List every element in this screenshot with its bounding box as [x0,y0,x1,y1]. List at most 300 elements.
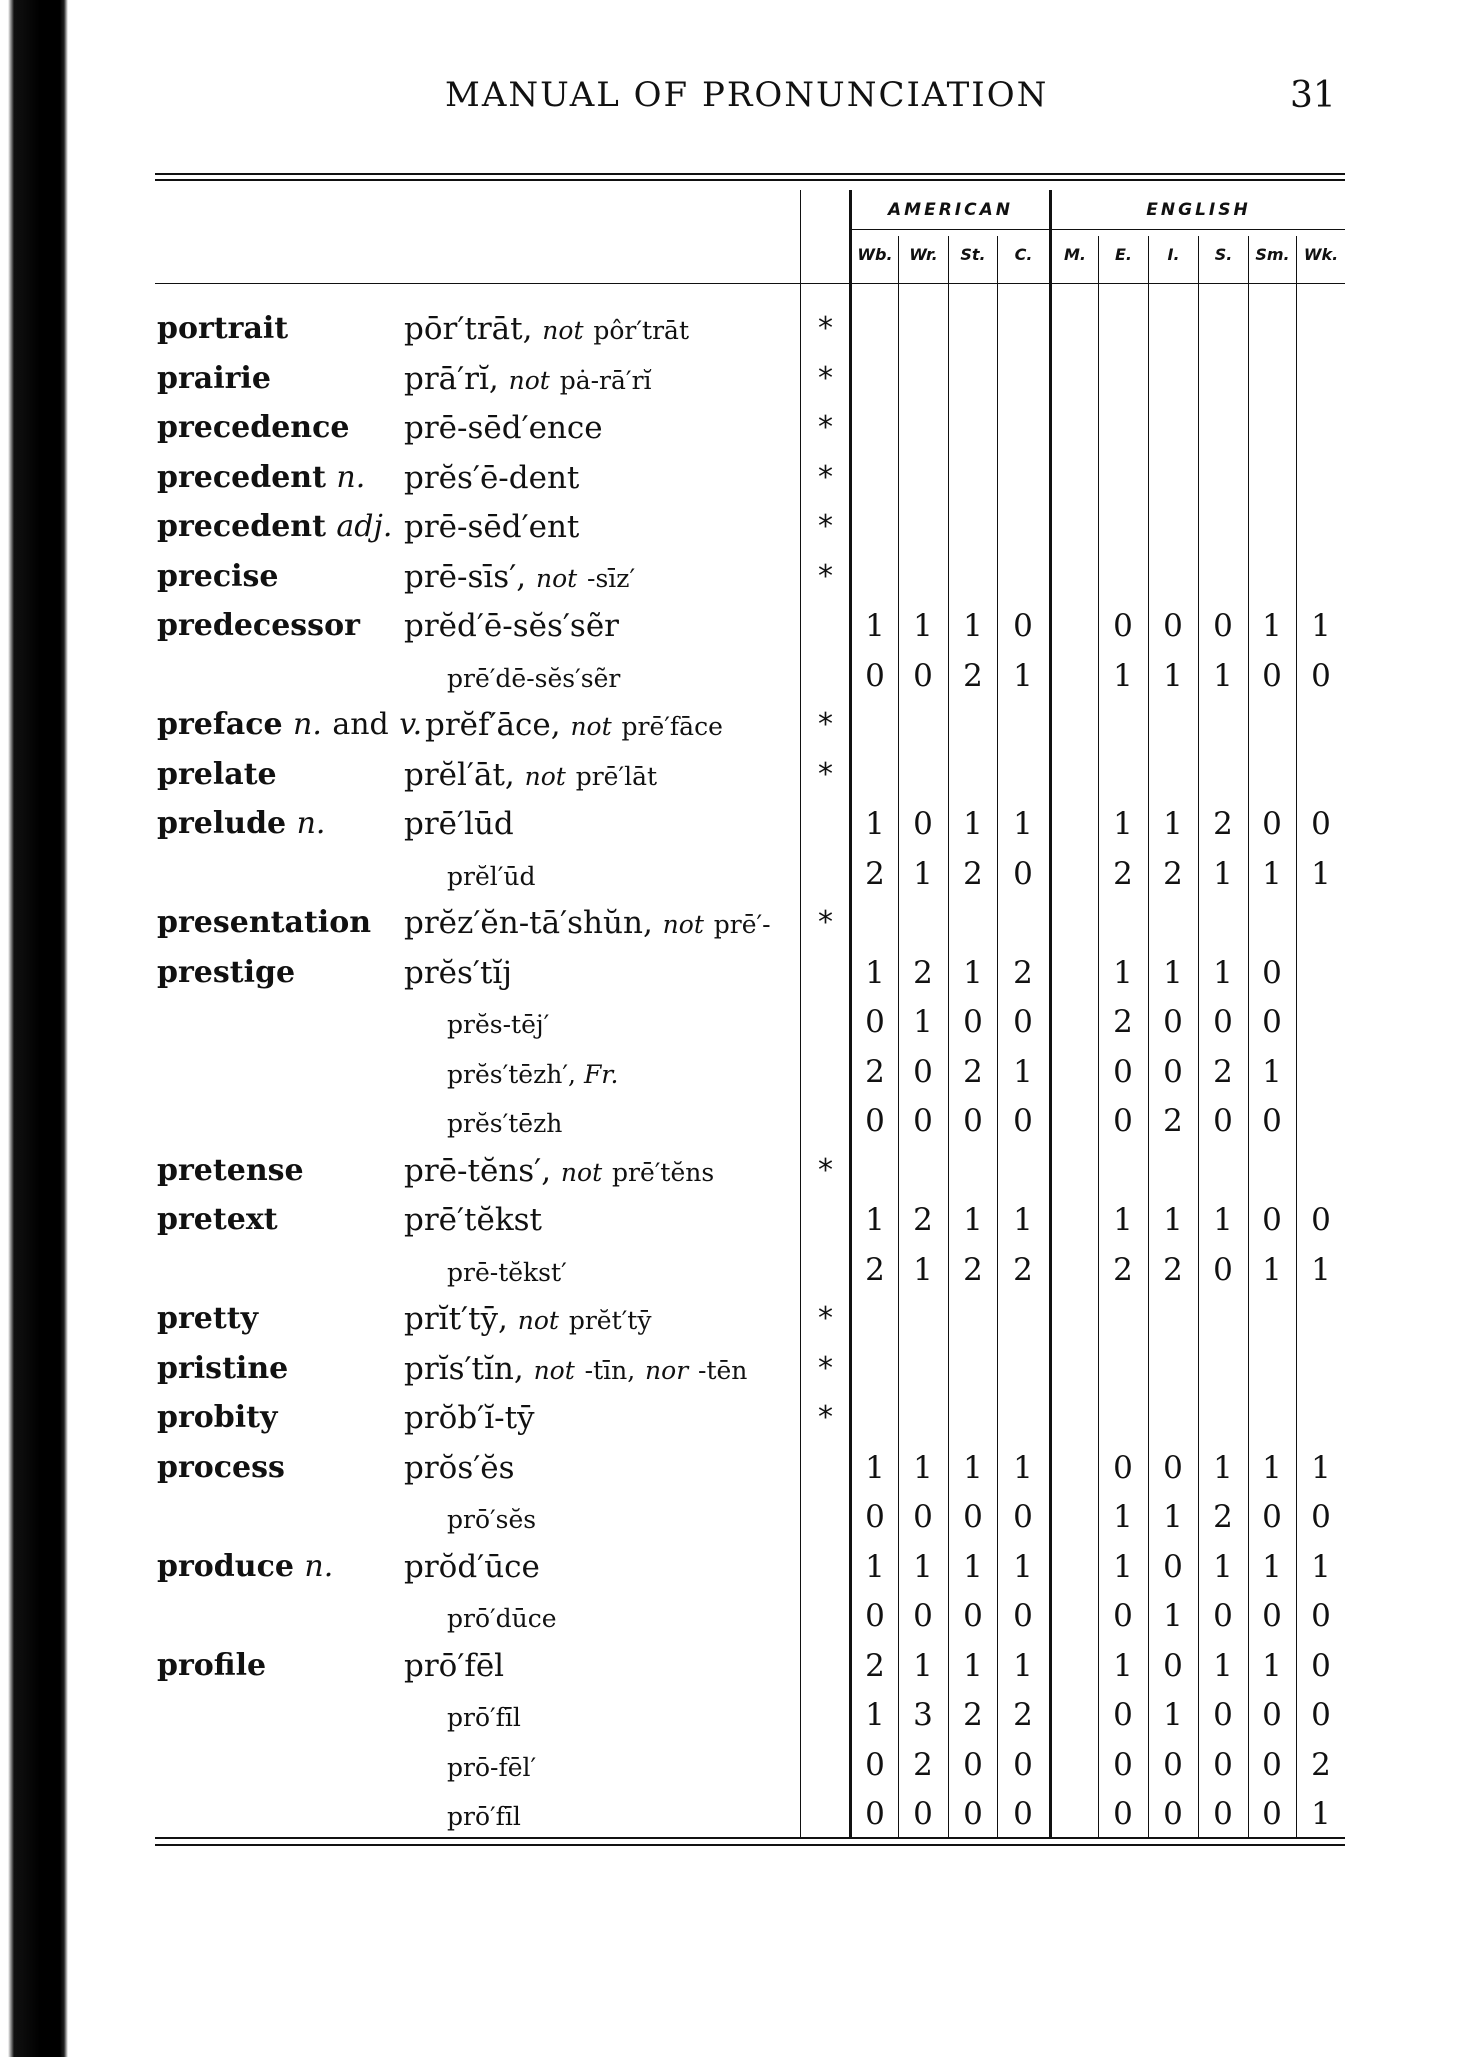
pronunciation [447,1703,521,1732]
english-count-cell: 2 [1113,1004,1133,1040]
headword-text: precedence [157,410,350,445]
english-count-cell: 0 [1213,1796,1233,1832]
part-of-speech: n. [293,707,322,742]
english-count-cell: 1 [1262,856,1282,892]
group-label-english: ENGLISH [1146,200,1251,220]
pronunciation-note: not [560,1158,603,1187]
english-count-cell: 0 [1113,1103,1133,1139]
american-count-cell: 0 [1013,1747,1033,1783]
source-label-wr: Wr. [909,245,938,264]
american-count-cell: 2 [1013,1252,1033,1288]
pronunciation [404,410,603,446]
english-count-cell: 0 [1163,1054,1183,1090]
english-count-cell: 0 [1262,1202,1282,1238]
english-count-cell: 0 [1311,1598,1331,1634]
pronunciation-main: prō-fēl′ [447,1753,537,1782]
pronunciation-main: prē-sēd′ent [404,509,580,545]
pronunciation-note: not [517,1306,559,1335]
american-count-cell: 1 [913,1252,933,1288]
pronunciation-main: prĕl′ūd [447,862,536,891]
american-count-cell: 1 [913,856,933,892]
table-row [0,307,1470,357]
english-count-cell: 0 [1262,955,1282,991]
headword-text: pretext [157,1202,278,1237]
pronunciation-alternative: prĕt′tȳ [568,1306,652,1335]
pronunciation [404,1301,651,1337]
english-count-cell: 0 [1113,1747,1133,1783]
pronunciation-main: prĕz′ĕn-tā′shŭn, [404,905,653,941]
headword-text: predecessor [157,608,360,643]
headword-text: pretense [157,1153,304,1188]
pronunciation [404,1648,504,1684]
pronunciation-main: prĕl′āt, [404,757,515,793]
american-count-cell: 1 [1013,1648,1033,1684]
source-label-wb: Wb. [857,245,893,264]
pronunciation-main: prĕs′tĭj [404,955,512,991]
american-count-cell: 1 [913,608,933,644]
preferred-mark: * [818,707,833,742]
preferred-mark: * [818,1400,833,1435]
english-count-cell: 0 [1213,1004,1233,1040]
american-count-cell: 2 [865,1054,885,1090]
american-count-cell: 0 [913,1054,933,1090]
headword-text: pretty [157,1301,259,1336]
english-count-cell: 0 [1213,1747,1233,1783]
english-count-cell: 0 [1113,1450,1133,1486]
headword [157,1648,266,1683]
part-of-speech: n. [304,1549,334,1584]
pronunciation-main: prĕs′ē-dent [404,460,580,496]
english-count-cell: 2 [1163,1252,1183,1288]
pronunciation [447,1060,618,1089]
preferred-mark: * [818,1351,833,1386]
american-count-cell: 1 [1013,806,1033,842]
american-count-cell: 0 [1013,608,1033,644]
pronunciation-note: not [535,564,578,593]
english-count-cell: 1 [1311,1796,1331,1832]
pronunciation [404,1153,714,1189]
american-count-cell: 0 [865,1103,885,1139]
pronunciation-main: prō′dūce [447,1604,557,1633]
american-count-cell: 1 [913,1004,933,1040]
table-row [0,654,1470,704]
english-count-cell: 1 [1311,856,1331,892]
header-bottom-rule [155,283,1345,284]
american-count-cell: 2 [865,856,885,892]
american-count-cell: 1 [865,806,885,842]
american-count-cell: 1 [1013,1450,1033,1486]
american-count-cell: 0 [865,1747,885,1783]
american-count-cell: 0 [963,1004,983,1040]
english-count-cell: 0 [1262,1499,1282,1535]
table-top-rule [155,173,1345,175]
pronunciation [447,1010,549,1039]
american-count-cell: 1 [1013,1549,1033,1585]
english-count-cell: 0 [1262,1747,1282,1783]
table-row [0,1149,1470,1199]
english-count-cell: 0 [1311,1202,1331,1238]
pronunciation-main: prē-tĕns′, [404,1153,552,1189]
english-count-cell: 1 [1213,1450,1233,1486]
english-count-cell: 1 [1262,1549,1282,1585]
american-count-cell: 0 [865,1004,885,1040]
english-count-cell: 1 [1113,1648,1133,1684]
source-label-s: S. [1214,245,1233,264]
source-label-m: M. [1064,245,1086,264]
pronunciation-main: prā′rĭ, [404,361,499,397]
english-count-cell: 0 [1311,1697,1331,1733]
english-count-cell: 1 [1163,1697,1183,1733]
pronunciation [404,757,657,793]
american-count-cell: 0 [865,658,885,694]
table-row [0,1297,1470,1347]
english-count-cell: 2 [1213,1054,1233,1090]
american-count-cell: 1 [963,955,983,991]
english-count-cell: 1 [1163,806,1183,842]
preferred-mark: * [818,410,833,445]
english-count-cell: 0 [1311,1648,1331,1684]
pronunciation-alternative: prē′- [713,910,771,939]
pronunciation [425,707,723,743]
english-count-cell: 0 [1262,1796,1282,1832]
american-count-cell: 3 [913,1697,933,1733]
american-count-cell: 1 [1013,1054,1033,1090]
english-count-cell: 0 [1163,608,1183,644]
part-of-speech: n. [296,806,326,841]
american-count-cell: 0 [865,1499,885,1535]
english-count-cell: 0 [1163,1648,1183,1684]
pronunciation-main: prō′fīl [447,1802,521,1831]
pronunciation [404,1202,542,1238]
english-count-cell: 0 [1113,1697,1133,1733]
american-count-cell: 0 [865,1598,885,1634]
preferred-mark: * [818,1301,833,1336]
american-count-cell: 2 [913,1747,933,1783]
english-count-cell: 0 [1262,1103,1282,1139]
english-count-cell: 0 [1262,1598,1282,1634]
headword-text: preface [157,707,283,742]
headword [157,311,288,346]
english-count-cell: 0 [1113,1796,1133,1832]
table-row [0,753,1470,803]
american-count-cell: 1 [913,1549,933,1585]
table-row [0,505,1470,555]
english-count-cell: 2 [1113,856,1133,892]
american-count-cell: 2 [865,1252,885,1288]
pronunciation-main: prō′fēl [404,1648,505,1684]
headword [157,955,295,990]
american-count-cell: 0 [963,1103,983,1139]
english-count-cell: 0 [1113,1598,1133,1634]
table-row [0,604,1470,654]
pronunciation-note: Fr. [583,1060,619,1089]
pronunciation [447,1753,536,1782]
english-count-cell: 1 [1213,1549,1233,1585]
pronunciation-alternative: prē′fāce [621,712,723,741]
table-row [0,1248,1470,1298]
headword [157,460,365,495]
american-count-cell: 0 [913,658,933,694]
table-row [0,703,1470,753]
english-count-cell: 0 [1163,1796,1183,1832]
headword [157,806,325,841]
pronunciation-alternative: prē′tĕns [611,1158,715,1187]
american-count-cell: 1 [865,1450,885,1486]
part-of-speech: n. [336,460,366,495]
american-count-cell: 0 [913,1103,933,1139]
table-row [0,1198,1470,1248]
american-count-cell: 2 [1013,1697,1033,1733]
pronunciation-note: not [542,316,584,345]
headword-text: prairie [157,361,271,396]
english-count-cell: 0 [1311,658,1331,694]
table-row [0,1594,1470,1644]
american-count-cell: 2 [865,1648,885,1684]
american-count-cell: 0 [913,806,933,842]
english-count-cell: 1 [1262,1648,1282,1684]
headword-text: process [157,1450,285,1485]
table-row [0,1545,1470,1595]
pronunciation [404,1400,535,1436]
pronunciation-alternative: prē′lāt [575,762,658,791]
headword [157,361,271,396]
headword-text: pristine [157,1351,289,1386]
american-count-cell: 2 [913,955,933,991]
pronunciation-alternative: -tīn, [584,1356,636,1385]
pronunciation [447,1258,567,1287]
english-count-cell: 1 [1113,1499,1133,1535]
english-count-cell: 2 [1213,806,1233,842]
pronunciation [404,608,619,644]
headword-text: prelate [157,757,277,792]
pronunciation-main: prĭs′tĭn, [404,1351,524,1387]
page-number: 31 [1290,75,1336,116]
headword [157,707,422,742]
group-label-american: AMERICAN [888,200,1013,220]
headword [157,1450,285,1485]
american-count-cell: 1 [865,955,885,991]
american-count-cell: 0 [1013,1598,1033,1634]
american-count-cell: 1 [963,806,983,842]
american-count-cell: 1 [963,1648,983,1684]
english-count-cell: 0 [1213,1598,1233,1634]
table-row [0,852,1470,902]
american-count-cell: 1 [865,1549,885,1585]
pronunciation-alternative: pȧ-rā′rĭ [559,366,652,395]
pronunciation-main: prĕf′āce, [425,707,561,743]
pronunciation [404,509,579,545]
part-of-speech: v. [399,707,423,742]
english-count-cell: 1 [1213,658,1233,694]
american-count-cell: 1 [963,608,983,644]
american-count-cell: 2 [963,658,983,694]
table-row [0,1396,1470,1446]
pronunciation-main: prŏs′ĕs [404,1450,515,1486]
pronunciation-main: prē′tĕkst [404,1202,543,1238]
conjunction: and [332,707,389,742]
american-count-cell: 0 [1013,1796,1033,1832]
preferred-mark: * [818,559,833,594]
headword [157,1202,278,1237]
english-count-cell: 1 [1113,658,1133,694]
pronunciation [404,1549,540,1585]
table-row [0,1446,1470,1496]
running-title: MANUAL OF PRONUNCIATION [445,75,1049,115]
source-label-i: I. [1167,245,1180,264]
pronunciation [404,460,579,496]
english-count-cell: 1 [1163,1598,1183,1634]
english-count-cell: 1 [1262,608,1282,644]
english-count-cell: 1 [1163,1499,1183,1535]
source-label-wk: Wk. [1303,245,1339,264]
preferred-mark: * [818,361,833,396]
english-count-cell: 0 [1163,1549,1183,1585]
part-of-speech: adj. [336,509,393,544]
headword-text: precise [157,559,279,594]
table-row [0,406,1470,456]
table-row [0,555,1470,605]
english-count-cell: 1 [1113,1549,1133,1585]
headword [157,608,360,643]
american-count-cell: 0 [913,1499,933,1535]
english-count-cell: 1 [1213,856,1233,892]
table-row [0,1050,1470,1100]
pronunciation-main: prĕs′tēzh [447,1109,563,1138]
pronunciation-main: prē′dē-sĕs′sẽr [447,664,621,693]
english-count-cell: 0 [1113,608,1133,644]
american-count-cell: 0 [963,1747,983,1783]
english-count-cell: 0 [1213,1252,1233,1288]
pronunciation-main: pōr′trāt, [404,311,533,347]
source-label-sm: Sm. [1255,245,1290,264]
preferred-mark: * [818,460,833,495]
pronunciation [404,559,635,595]
table-row [0,1644,1470,1694]
pronunciation-main: prŏd′ūce [404,1549,540,1585]
pronunciation-main: prē-sēd′ence [404,410,603,446]
pronunciation-main: prŏb′ĭ-tȳ [404,1400,535,1436]
american-count-cell: 1 [963,1450,983,1486]
american-count-cell: 1 [1013,658,1033,694]
headword-text: precedent [157,460,326,495]
pronunciation-note: not [570,712,612,741]
table-bottom-rule [155,1844,1345,1846]
american-count-cell: 1 [963,1549,983,1585]
american-count-cell: 0 [1013,1103,1033,1139]
english-count-cell: 0 [1213,608,1233,644]
english-count-cell: 1 [1163,1202,1183,1238]
table-row [0,1495,1470,1545]
english-count-cell: 0 [1213,1103,1233,1139]
pronunciation [447,1802,521,1831]
table-top-rule [155,179,1345,181]
pronunciation [447,664,620,693]
american-count-cell: 0 [865,1796,885,1832]
table-row [0,1000,1470,1050]
english-count-cell: 0 [1163,1747,1183,1783]
pronunciation-alternative: pôr′trāt [593,316,689,345]
page-header [0,75,1470,125]
pronunciation-alternative: -tēn [698,1356,748,1385]
preferred-mark: * [818,757,833,792]
english-count-cell: 2 [1311,1747,1331,1783]
headword [157,1400,277,1435]
american-count-cell: 2 [963,1697,983,1733]
headword-text: prelude [157,806,287,841]
table-row [0,1347,1470,1397]
table-row [0,1099,1470,1149]
english-count-cell: 1 [1262,1054,1282,1090]
pronunciation-main: prē′lūd [404,806,514,842]
source-label-e: E. [1114,245,1132,264]
table-row [0,901,1470,951]
pronunciation [404,361,652,397]
english-count-cell: 2 [1213,1499,1233,1535]
pronunciation [404,1351,747,1387]
pronunciation-main: prĕs′tēzh′, [447,1060,576,1089]
pronunciation [447,1604,557,1633]
english-count-cell: 2 [1163,1103,1183,1139]
headword-text: probity [157,1400,278,1435]
pronunciation-note: nor [645,1356,689,1385]
pronunciation-main: prĕd′ē-sĕs′sẽr [404,608,619,644]
pronunciation-main: prē-tĕkst′ [447,1258,567,1287]
headword-text: produce [157,1549,294,1584]
american-count-cell: 1 [913,1648,933,1684]
pronunciation-main: prē-sīs′, [404,559,527,595]
english-count-cell: 1 [1311,1549,1331,1585]
table-row [0,1792,1470,1842]
american-count-cell: 1 [1013,1202,1033,1238]
headword [157,905,371,940]
pronunciation [447,862,536,891]
english-count-cell: 0 [1262,1697,1282,1733]
english-count-cell: 0 [1262,806,1282,842]
american-count-cell: 2 [963,856,983,892]
source-label-st: St. [960,245,986,264]
english-count-cell: 1 [1262,1450,1282,1486]
english-count-cell: 1 [1113,955,1133,991]
english-count-cell: 1 [1163,658,1183,694]
english-count-cell: 0 [1311,806,1331,842]
pronunciation [404,955,512,991]
american-count-cell: 1 [963,1202,983,1238]
pronunciation-alternative: -sīz′ [587,564,636,593]
english-count-cell: 0 [1113,1054,1133,1090]
english-count-cell: 2 [1163,856,1183,892]
headword [157,1153,304,1188]
american-count-cell: 1 [865,1202,885,1238]
english-count-cell: 1 [1262,1252,1282,1288]
headword [157,559,279,594]
english-count-cell: 0 [1262,1004,1282,1040]
english-count-cell: 1 [1113,1202,1133,1238]
headword [157,1301,258,1336]
american-count-cell: 0 [963,1796,983,1832]
headword-text: precedent [157,509,326,544]
headword-text: profile [157,1648,267,1683]
pronunciation-main: prō′sĕs [447,1505,537,1534]
pronunciation-main: prĭt′tȳ, [404,1301,508,1337]
english-count-cell: 1 [1311,1252,1331,1288]
pronunciation [447,1109,562,1138]
table-row [0,802,1470,852]
american-count-cell: 1 [913,1450,933,1486]
english-count-cell: 1 [1213,955,1233,991]
pronunciation-main: prō′fīl [447,1703,521,1732]
headword [157,410,349,445]
english-count-cell: 0 [1213,1697,1233,1733]
